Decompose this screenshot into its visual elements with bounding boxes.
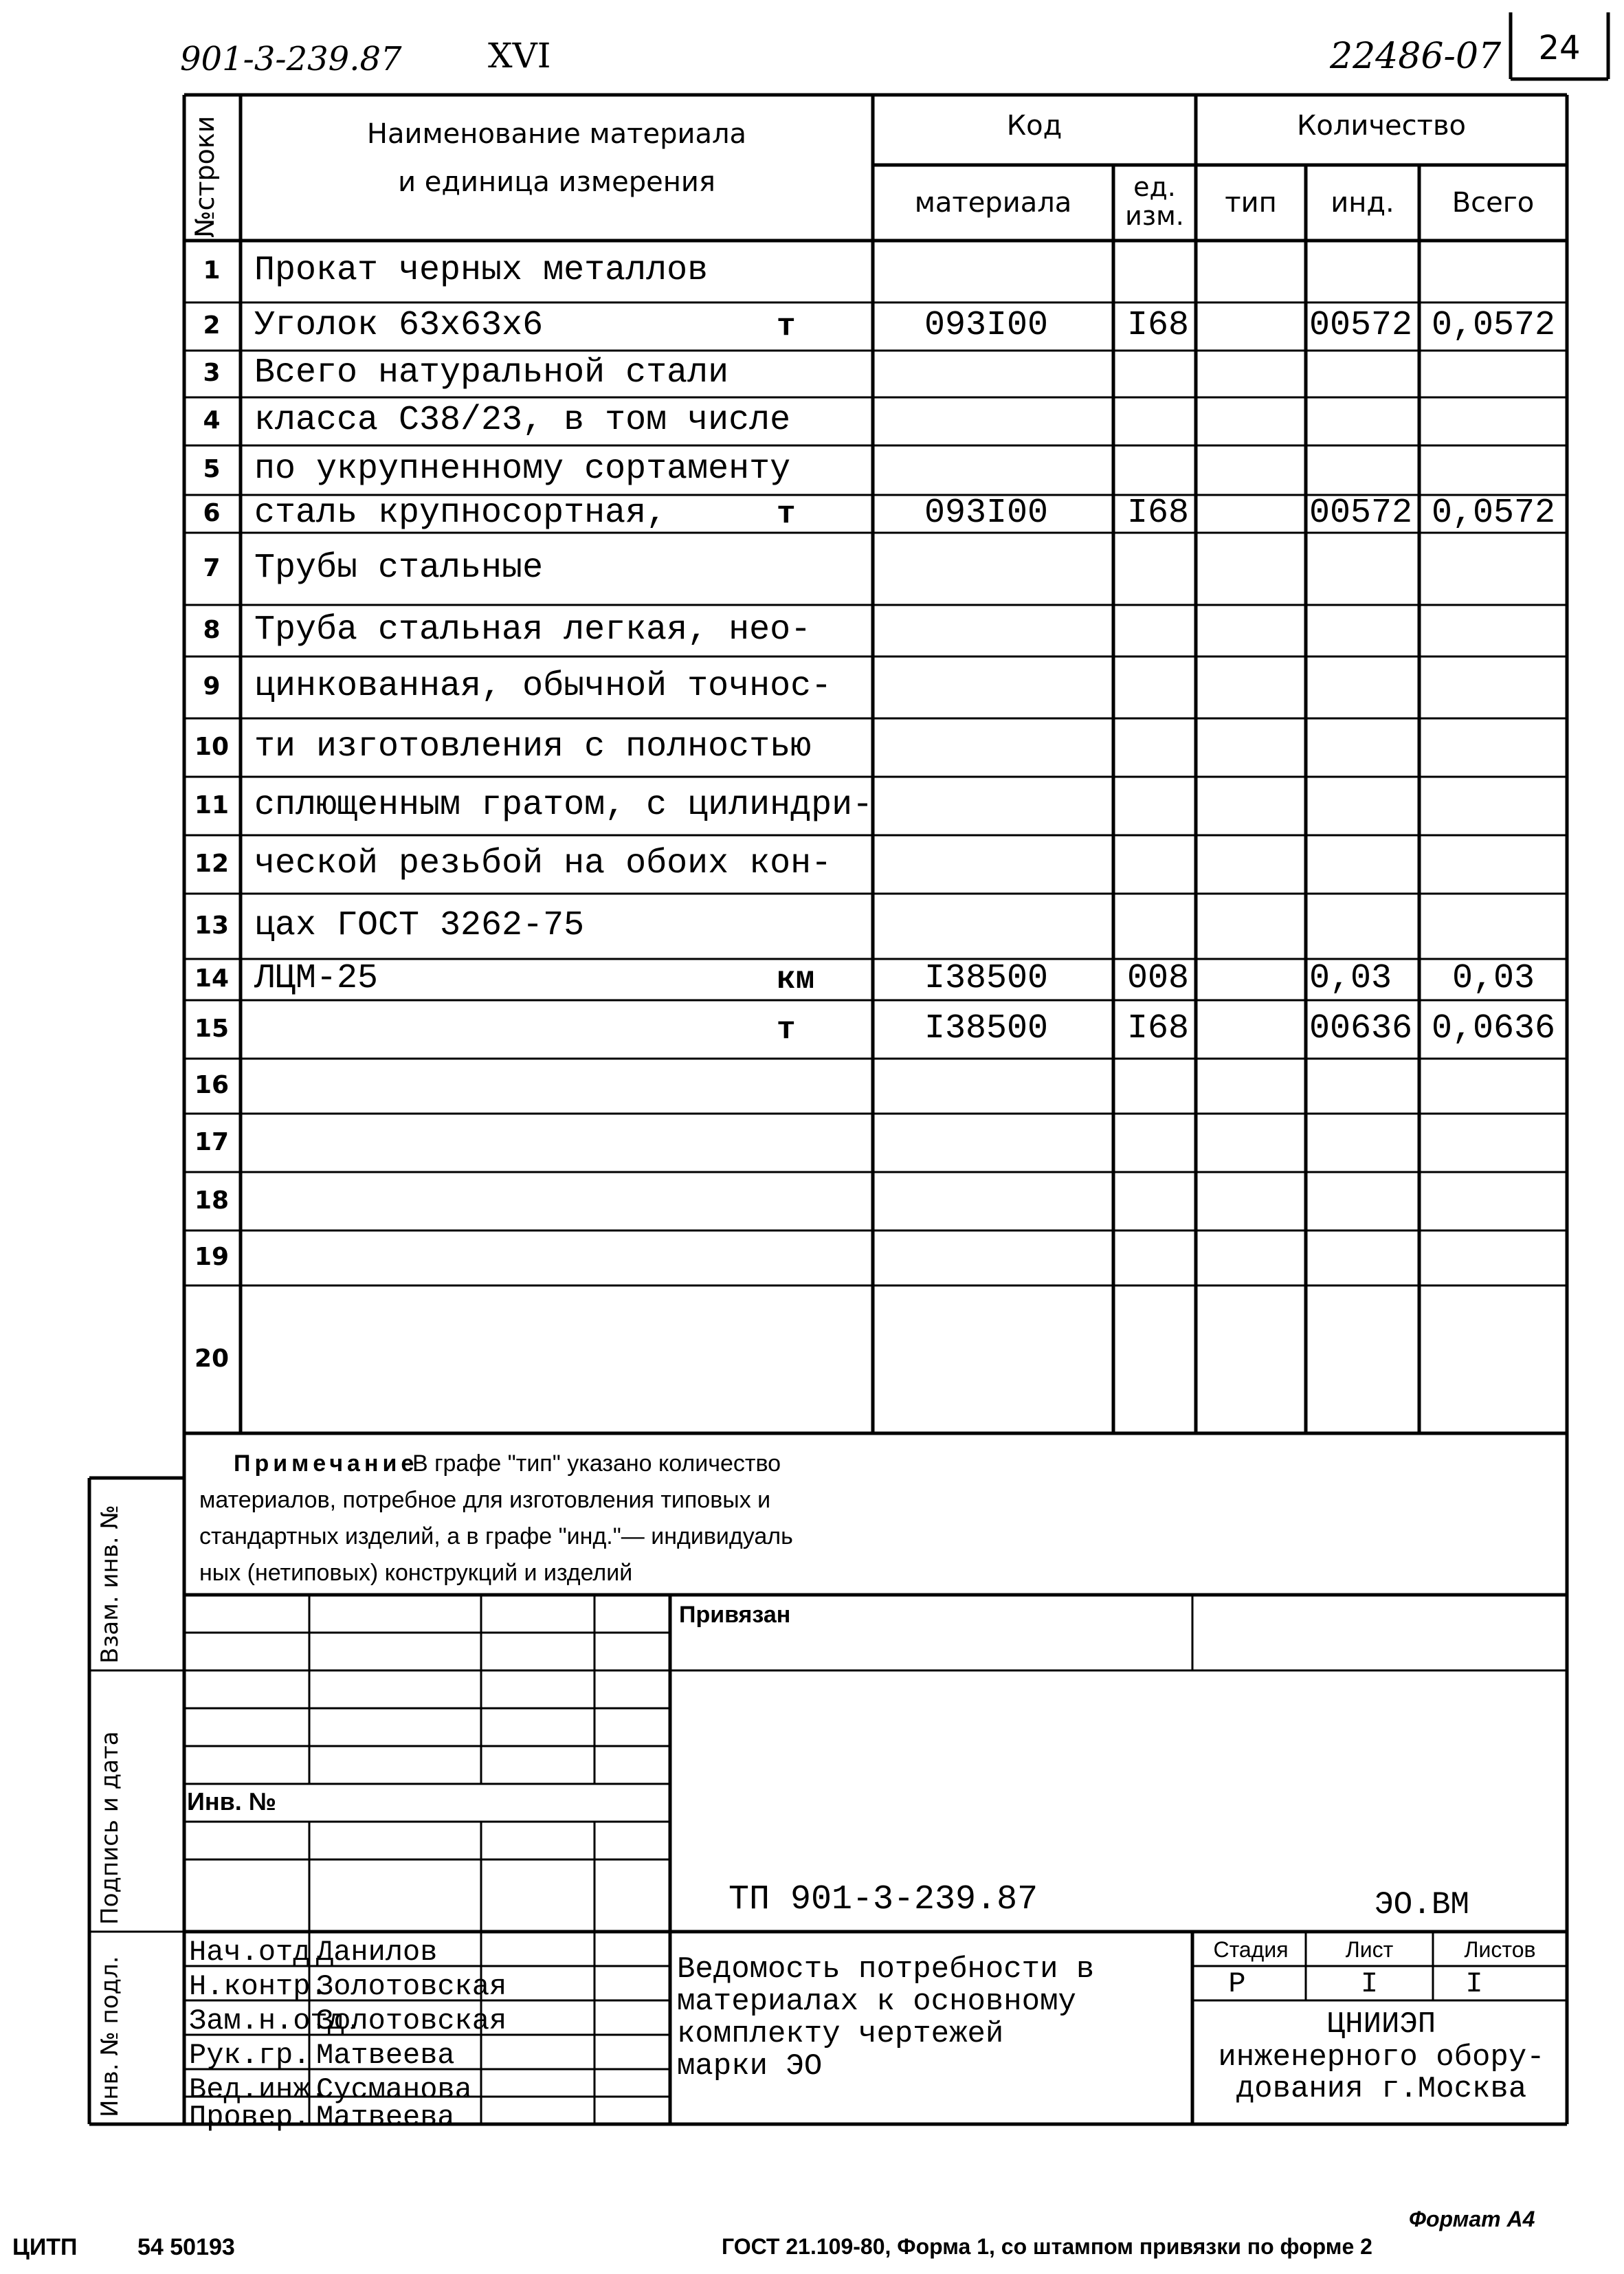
row-unit-code: 008 xyxy=(1126,959,1189,998)
row-material-name: Трубы стальные xyxy=(254,548,544,588)
stamp-org-line3: дования г.Москва xyxy=(1236,2072,1527,2106)
stamp-stage-label: Стадия xyxy=(1213,1937,1289,1962)
row-qty-total: 0,0636 xyxy=(1431,1008,1556,1048)
header-code-unit-line2: изм. xyxy=(1125,201,1184,231)
row-number: 2 xyxy=(203,311,221,340)
header-code-material: материала xyxy=(914,187,1072,219)
row-number: 4 xyxy=(203,406,221,434)
signer-name: Матвеева xyxy=(316,2101,455,2134)
signer-name: Золотовская xyxy=(316,2005,507,2038)
row-number: 6 xyxy=(203,498,221,527)
row-material-name: класса С38/23, в том числе xyxy=(254,401,791,440)
stamp-stage-value: Р xyxy=(1228,1967,1246,2000)
row-material-code: 093I00 xyxy=(924,306,1049,345)
row-number: 13 xyxy=(194,911,230,940)
row-qty-ind: 00636 xyxy=(1309,1008,1413,1048)
doc-code: 901-3-239.87 xyxy=(180,40,402,78)
row-number: 11 xyxy=(194,791,230,819)
side-label-original-inv: Инв. № подл. xyxy=(96,1956,124,2117)
row-number: 12 xyxy=(194,849,230,878)
row-material-name: цах ГОСТ 3262-75 xyxy=(254,905,585,945)
stamp-sheet-value: I xyxy=(1360,1967,1379,2000)
row-unit: т xyxy=(777,1011,796,1048)
row-qty-ind: 00572 xyxy=(1309,493,1413,533)
row-material-code: I38500 xyxy=(924,959,1049,998)
row-material-name: ти изготовления с полностью xyxy=(254,727,812,766)
row-number: 1 xyxy=(203,256,221,285)
row-number: 15 xyxy=(194,1014,230,1043)
stamp-bound-label: Привязан xyxy=(679,1602,791,1628)
header-qty-group: Количество xyxy=(1296,110,1466,142)
signer-role: Вед.инж. xyxy=(189,2073,328,2106)
signer-role: Н.контр. xyxy=(189,1970,328,2003)
footer-gost: ГОСТ 21.109-80, Форма 1, со штампом привязки по форме 2 xyxy=(722,2234,1372,2259)
stamp-project-code: ТП 901-3-239.87 xyxy=(728,1880,1038,1919)
row-material-name: сталь крупносортная, xyxy=(254,493,667,533)
signer-name: Данилов xyxy=(316,1936,438,1969)
stamp-doc-title-line4: марки ЭО xyxy=(677,2049,823,2084)
row-number: 18 xyxy=(194,1186,230,1215)
row-material-code: I38500 xyxy=(924,1008,1049,1048)
row-material-code: 093I00 xyxy=(924,493,1049,533)
stamp-org-line1: ЦНИИЭП xyxy=(1326,2007,1436,2042)
row-material-name: ческой резьбой на обоих кон- xyxy=(254,843,832,883)
signer-name: Сусманова xyxy=(316,2073,472,2106)
row-material-name: цинкованная, обычной точнос- xyxy=(254,667,832,706)
row-material-name: по укрупненному сортаменту xyxy=(254,450,791,489)
note-lead: Примечание xyxy=(234,1450,419,1477)
row-unit-code: I68 xyxy=(1126,493,1189,533)
row-qty-total: 0,0572 xyxy=(1431,493,1556,533)
row-material-name: сплющенным гратом, с цилиндри- xyxy=(254,785,874,825)
row-number: 9 xyxy=(203,672,221,700)
side-label-signature-date: Подпись и дата xyxy=(96,1731,124,1925)
header-name-line2: и единица измерения xyxy=(398,166,715,198)
row-number: 16 xyxy=(194,1071,230,1099)
note-line4: ных (нетиповых) конструкций и изделий xyxy=(199,1560,633,1586)
note-line3: стандартных изделий, а в графе "инд."— индивидуаль xyxy=(199,1523,793,1549)
footer-printer: ЦИТП xyxy=(12,2234,78,2260)
header-qty-total: Всего xyxy=(1451,187,1535,219)
row-unit-code: I68 xyxy=(1126,1008,1189,1048)
stamp-doc-title-line3: комплекту чертежей xyxy=(677,2017,1004,2051)
row-qty-total: 0,03 xyxy=(1451,959,1535,998)
row-number: 10 xyxy=(194,732,230,761)
section-number: XVI xyxy=(488,36,551,76)
row-material-name: Труба стальная легкая, нео- xyxy=(254,610,812,650)
row-qty-ind: 00572 xyxy=(1309,306,1413,345)
header-qty-ind: инд. xyxy=(1331,187,1394,219)
stamp-sheets-value: I xyxy=(1465,1967,1483,2000)
footer-order: 54 50193 xyxy=(137,2234,235,2260)
row-unit: км xyxy=(777,962,815,997)
signer-role: Провер. xyxy=(189,2101,311,2134)
stamp-mark: ЭО.ВМ xyxy=(1375,1887,1470,1923)
row-number: 20 xyxy=(194,1344,230,1373)
stamp-inv-label: Инв. № xyxy=(187,1787,276,1815)
row-number: 5 xyxy=(203,455,221,483)
side-label-exchange: Взам. инв. № xyxy=(96,1505,124,1664)
note-line2: материалов, потребное для изготовления типовых и xyxy=(199,1487,771,1513)
row-number: 7 xyxy=(203,553,221,582)
header-qty-type: тип xyxy=(1225,187,1277,219)
stamp-doc-title-line1: Ведомость потребности в xyxy=(677,1952,1095,1987)
row-number: 19 xyxy=(194,1243,230,1271)
row-number: 3 xyxy=(203,359,221,387)
signer-role: Рук.гр. xyxy=(189,2039,311,2072)
header-name-line1: Наименование материала xyxy=(366,118,747,150)
signer-name: Золотовская xyxy=(316,1970,507,2003)
row-material-name: Прокат черных металлов xyxy=(254,251,709,290)
header-code-group: Код xyxy=(1006,110,1063,142)
stamp-sheets-label: Листов xyxy=(1464,1937,1536,1962)
header-row-number: №строки xyxy=(190,115,220,238)
signer-role: Нач.отд. xyxy=(189,1936,328,1969)
header-code-unit-line1: ед. xyxy=(1133,172,1176,202)
signer-role: Зам.н.отд. xyxy=(189,2005,363,2038)
row-material-name: Уголок 63х63х6 xyxy=(254,306,544,345)
inventory-number: 22486-07 xyxy=(1330,36,1502,77)
note-line1: В графе "тип" указано количество xyxy=(412,1450,781,1477)
row-material-name: ЛЦМ-25 xyxy=(254,959,379,998)
row-material-name: Всего натуральной стали xyxy=(254,353,729,393)
page-number: 24 xyxy=(1538,29,1581,67)
row-number: 8 xyxy=(203,615,221,644)
row-qty-ind: 0,03 xyxy=(1309,959,1392,998)
row-unit: т xyxy=(777,309,796,344)
signer-name: Матвеева xyxy=(316,2039,455,2072)
row-unit: т xyxy=(777,496,796,532)
footer-format: Формат А4 xyxy=(1409,2207,1535,2231)
row-number: 17 xyxy=(194,1127,230,1156)
stamp-org-line2: инженерного обору- xyxy=(1218,2040,1545,2075)
row-unit-code: I68 xyxy=(1126,306,1189,345)
row-number: 14 xyxy=(194,964,230,993)
stamp-doc-title-line2: материалах к основному xyxy=(677,1985,1076,2019)
stamp-sheet-label: Лист xyxy=(1345,1937,1394,1962)
row-qty-total: 0,0572 xyxy=(1431,306,1556,345)
